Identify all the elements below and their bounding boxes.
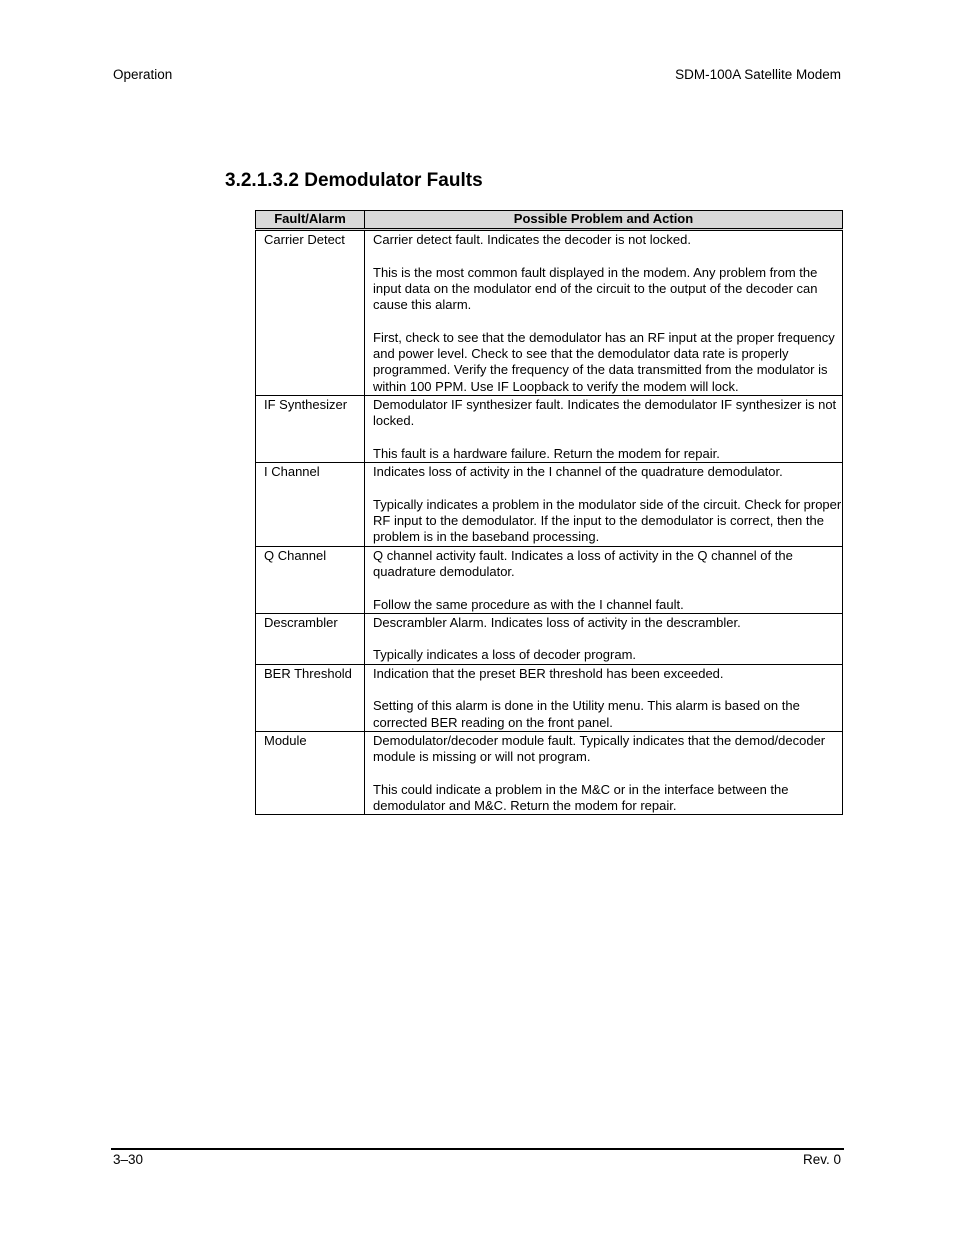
fault-description [365,395,843,462]
fault-description [365,613,843,664]
table-row [256,664,843,731]
table-row [256,395,843,462]
description-paragraph: Demodulator/decoder module fault. Typically indicates that the demod/decoder module is missing or will not program. [373,732,826,765]
description-paragraph: Typically indicates a problem in the modulator side of the circuit. Check for proper RF input to the demodulator. If the input to the demodulator is correct, then the problem is in the baseband processing. [373,496,842,545]
column-header-fault: Fault/Alarm [256,211,365,230]
table-row [256,613,843,664]
fault-description [365,546,843,613]
fault-name: I Channel [256,463,365,546]
description-paragraph: Follow the same procedure as with the I channel fault. [373,596,684,612]
column-header-action: Possible Problem and Action [365,211,843,230]
footer-divider [111,1148,844,1150]
fault-name: IF Synthesizer [256,395,365,462]
fault-description [365,664,843,731]
table-row [256,230,843,396]
fault-name: Descrambler [256,613,365,664]
fault-description [365,230,843,396]
description-paragraph: This could indicate a problem in the M&C or in the interface between the demodulator and M&C. Return the modem for repair. [373,781,789,814]
description-paragraph: Indication that the preset BER threshold has been exceeded. [373,665,724,681]
fault-description [365,731,843,814]
header-section-name: Operation [113,67,173,82]
demodulator-faults-table [255,210,843,815]
table-row [256,546,843,613]
fault-name: Q Channel [256,546,365,613]
fault-description [365,463,843,546]
description-paragraph: Typically indicates a loss of decoder program. [373,647,637,663]
description-paragraph: Carrier detect fault. Indicates the decoder is not locked. [373,232,691,247]
description-paragraph: This is the most common fault displayed in the modem. Any problem from the input data on the modulator end of the circuit to the output of the decoder can cause this alarm. [373,264,818,313]
table-header-row [256,211,843,230]
table-row [256,463,843,546]
fault-name: BER Threshold [256,664,365,731]
fault-name: Module [256,731,365,814]
description-paragraph: First, check to see that the demodulator has an RF input at the proper frequency and power level. Check to see that the demodulator data rate is properly programmed. Verify the frequency of the data transmitted from the modulator is within 100 PPM. Use IF Loopback to verify the modem will lock. [373,329,835,394]
revision-label: Rev. 0 [802,1152,841,1167]
description-paragraph: Descrambler Alarm. Indicates loss of activity in the descrambler. [373,614,741,630]
fault-name: Carrier Detect [256,230,365,396]
description-paragraph: Demodulator IF synthesizer fault. Indicates the demodulator IF synthesizer is not locked. [373,396,837,429]
description-paragraph: This fault is a hardware failure. Return the modem for repair. [373,445,720,461]
header-document-title: SDM-100A Satellite Modem [675,67,841,82]
section-title: 3.2.1.3.2 Demodulator Faults [225,170,483,191]
page-number: 3–30 [113,1152,144,1167]
description-paragraph: Q channel activity fault. Indicates a loss of activity in the Q channel of the quadrature demodulator. [373,547,793,579]
table-row [256,731,843,814]
description-paragraph: Setting of this alarm is done in the Utility menu. This alarm is based on the corrected BER reading on the front panel. [373,698,800,730]
description-paragraph: Indicates loss of activity in the I channel of the quadrature demodulator. [373,464,783,480]
